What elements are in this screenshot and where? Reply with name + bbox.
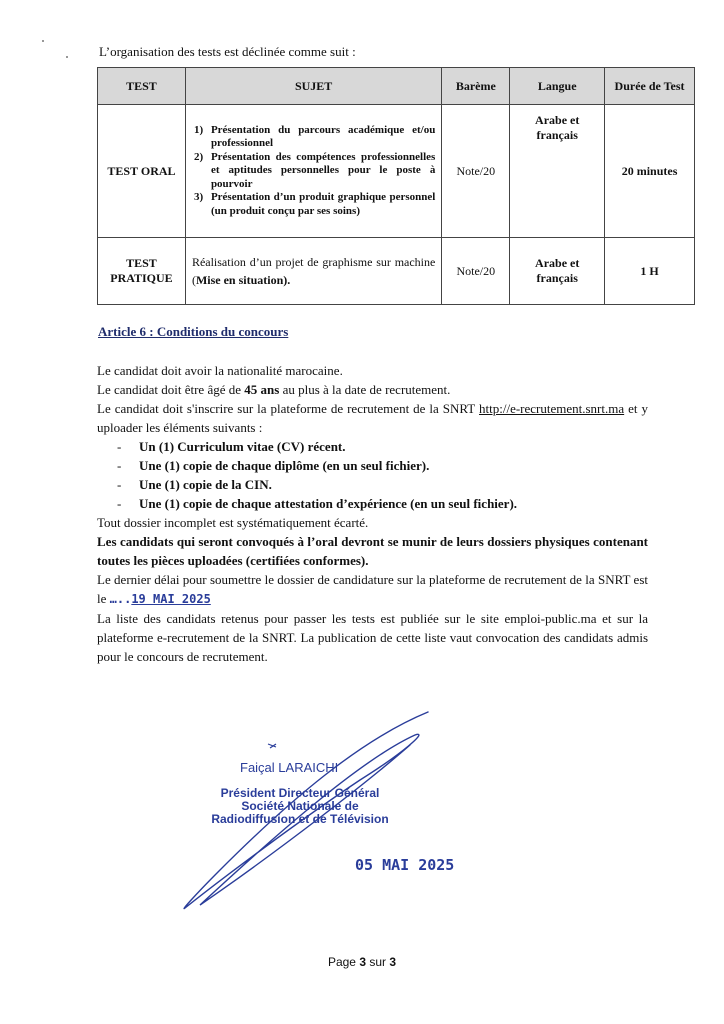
dash-bullet: - (117, 458, 122, 473)
title-line: Président Directeur Général (220, 786, 380, 800)
age-limit: 45 ans (244, 382, 280, 397)
sujet-list (192, 124, 435, 219)
cell-test: TEST PRATIQUE (98, 238, 186, 305)
paragraph: La liste des candidats retenus pour passer les tests est publiée sur le site emploi-public.ma et sur la plateforme e-recrutement de la SNRT. La publication de cette liste vaut convocation des candidats admis pour le concours de recrutement. (97, 611, 648, 664)
paragraph: Tout dossier incomplet est systématiquement écarté. (97, 515, 369, 530)
page-label: Page (327, 955, 356, 969)
list-item-text: Une (1) copie de chaque attestation d’expérience (en un seul fichier). (139, 496, 518, 511)
header-test: TEST (98, 68, 186, 105)
text-run: et y uploader les éléments suivants : (97, 401, 649, 435)
sujet-text-prefix: Réalisation d’un projet de graphisme sur machine ( (191, 255, 436, 287)
paragraph: Le candidat doit avoir la nationalité marocaine. (97, 363, 343, 378)
title-line: Radiodiffusion et de Télévision (211, 812, 389, 826)
list-item-text: Une (1) copie de la CIN. (139, 477, 272, 492)
paragraph (97, 399, 648, 437)
signatory-name: Faiçal LARAICHI (240, 760, 339, 775)
scan-speck (42, 40, 44, 42)
header-langue: Langue (510, 68, 605, 105)
text-run: Le candidat doit être âgé de (97, 382, 245, 397)
text-run: Le dernier délai pour soumettre le dossier de candidature sur la plateforme de recrutement de la SNRT est le (97, 572, 648, 606)
cell-sujet (185, 105, 441, 238)
cell-test: TEST ORAL (98, 105, 186, 238)
table-header-row (98, 68, 695, 105)
table-row (98, 105, 695, 238)
header-bareme: Barème (442, 68, 510, 105)
list-item (117, 456, 648, 475)
sujet-item-number: 2) (193, 150, 204, 163)
cell-bareme: Note/20 (442, 105, 510, 238)
cell-sujet (185, 238, 441, 305)
sujet-item-text: Présentation d’un produit graphique personnel (un produit conçu par ses soins) (210, 191, 436, 217)
sujet-item-number: 1) (193, 123, 204, 136)
header-sujet: SUJET (185, 68, 441, 105)
deadline-date-stamp: 19 MAI 2025 (131, 592, 211, 606)
list-item (117, 494, 648, 513)
paragraph (97, 380, 648, 399)
article-body (97, 361, 648, 666)
intro-text: L’organisation des tests est déclinée comme suit : (99, 44, 356, 59)
signatory-title (200, 787, 400, 826)
table-row (98, 238, 695, 305)
sujet-text (192, 253, 435, 289)
scan-speck (66, 56, 68, 58)
sujet-item (194, 191, 435, 218)
dash-bullet: - (117, 477, 122, 492)
list-item-text: Une (1) copie de chaque diplôme (en un seul fichier). (139, 458, 430, 473)
cell-bareme: Note/20 (442, 238, 510, 305)
date-stamp: 05 MAI 2025 (355, 856, 455, 874)
sujet-item (194, 124, 435, 151)
list-item (117, 475, 648, 494)
page-total: 3 (389, 955, 397, 969)
dash-bullet: - (117, 496, 122, 511)
sujet-item-number: 3) (193, 191, 204, 204)
page-separator: sur (369, 955, 387, 969)
list-item-text: Un (1) Curriculum vitae (CV) récent. (139, 439, 346, 454)
sujet-item (194, 151, 435, 192)
page-footer (0, 955, 724, 969)
text-run: au plus à la date de recrutement. (279, 382, 451, 397)
cell-duree: 1 H (605, 238, 695, 305)
platform-link[interactable]: http://e-recrutement.snrt.ma (479, 401, 625, 416)
cell-langue: Arabe et français (510, 238, 605, 305)
text-run: Le candidat doit s'inscrire sur la plateforme de recrutement de la SNRT (97, 401, 480, 416)
dash-bullet: - (117, 439, 122, 454)
cell-langue: Arabe et français (510, 105, 605, 238)
dotted-leader: ….. (109, 592, 132, 606)
header-duree: Durée de Test (605, 68, 695, 105)
sujet-text-bold: Mise en situation). (195, 273, 291, 287)
list-item (117, 437, 648, 456)
paragraph (97, 570, 648, 609)
tests-table (97, 67, 695, 305)
page-current: 3 (359, 955, 366, 969)
title-line: Société Nationale de (241, 799, 359, 813)
documents-list (97, 437, 648, 513)
sujet-item-text: Présentation des compétences professionnelles et aptitudes personnelles pour le poste à pourvoir (210, 150, 436, 190)
paragraph: Les candidats qui seront convoqués à l’oral devront se munir de leurs dossiers physiques contenant toutes les pièces uploadées (certifiées conformes). (97, 534, 648, 568)
sujet-item-text: Présentation du parcours académique et/ou professionnel (210, 123, 436, 150)
cell-duree: 20 minutes (605, 105, 695, 238)
article-heading: Article 6 : Conditions du concours (98, 324, 289, 339)
